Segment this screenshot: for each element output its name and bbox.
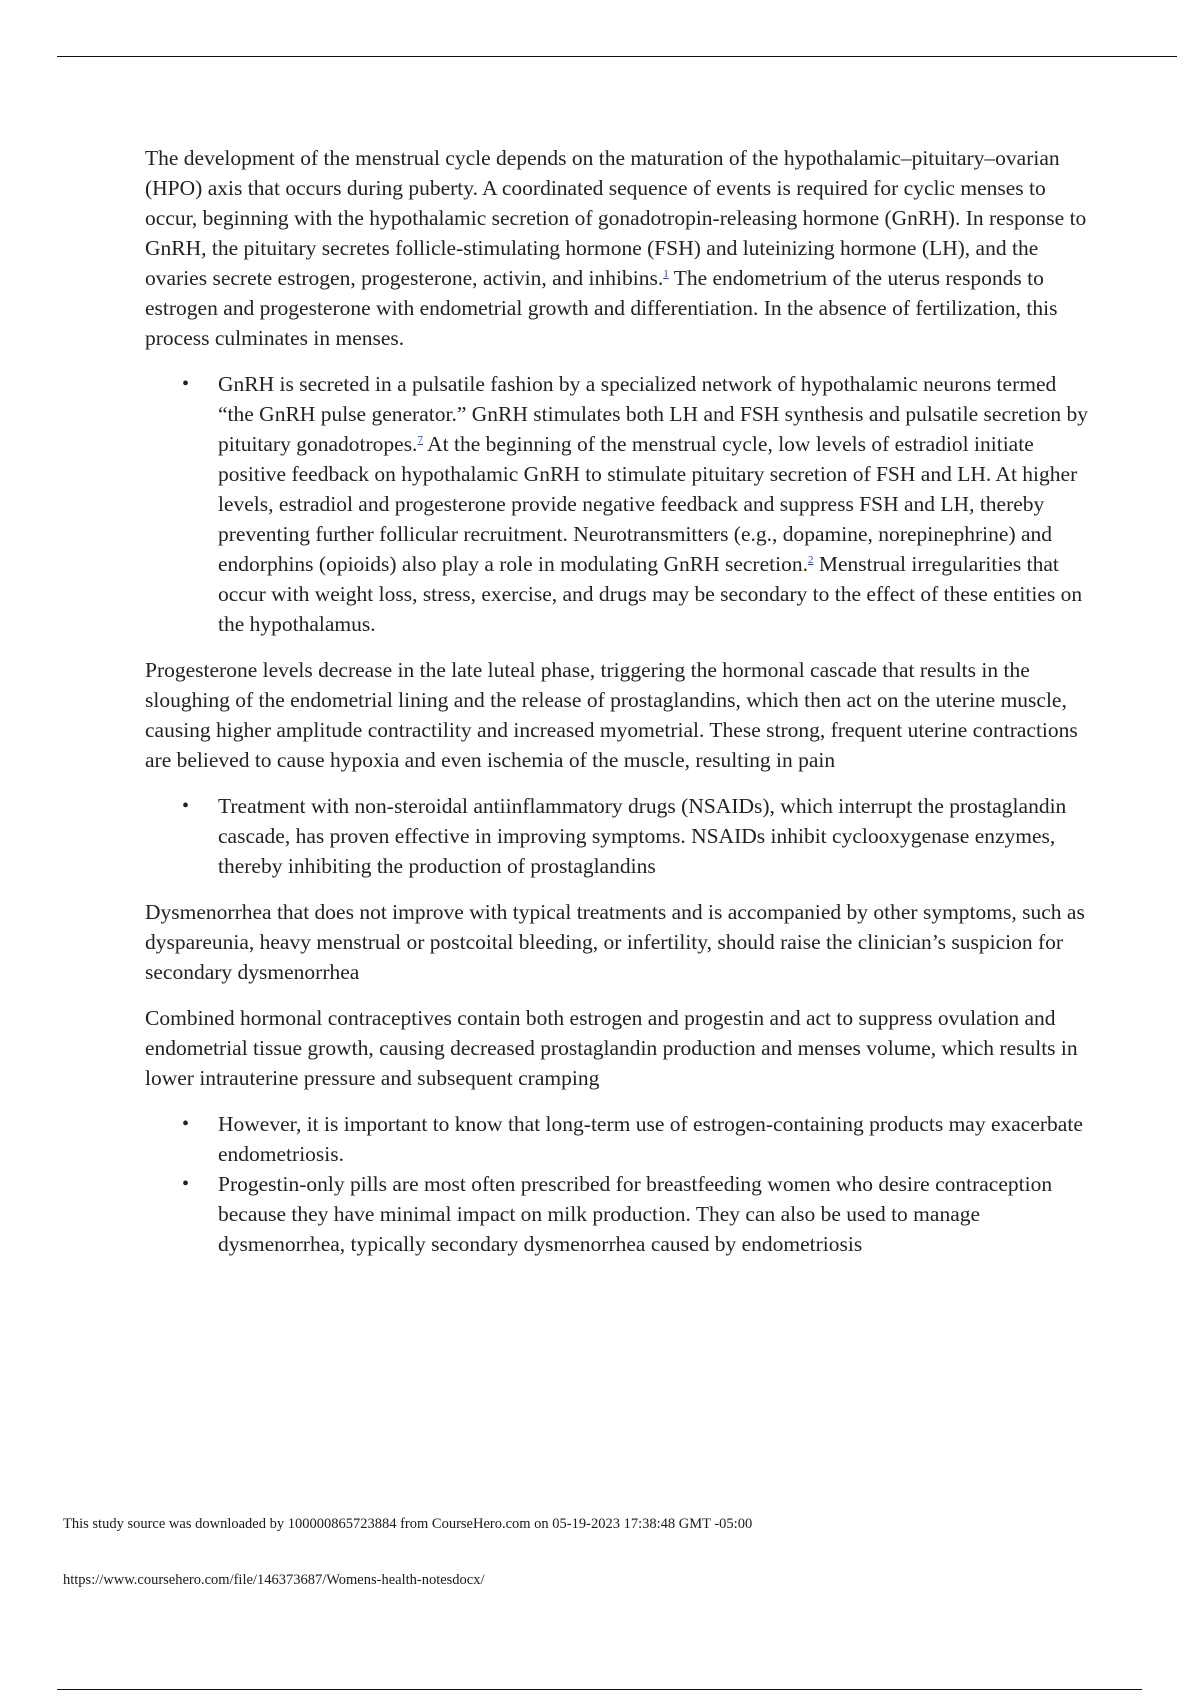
bullet-icon: • — [182, 1173, 190, 1195]
bullet-icon: • — [182, 795, 190, 817]
list-item-gnrh — [182, 369, 1095, 639]
gnrh-text-1: GnRH is secreted in a pulsatile fashion by a specialized network of hypothalamic neurons termed “the GnRH pulse generator.” GnRH stimulates both LH and FSH synthesis and pulsatile secretion by pituitary gonadotropes. — [218, 372, 1089, 456]
list-item-progestin — [182, 1169, 1095, 1259]
estrogen-note-text: However, it is important to know that long-term use of estrogen-containing products may exacerbate endometriosis. — [218, 1112, 1083, 1166]
download-source-notice: This study source was downloaded by 100000865723884 from CourseHero.com on 05-19-2023 17:38:48 GMT -05:00 — [63, 1516, 753, 1532]
contraceptives-paragraph: Combined hormonal contraceptives contain both estrogen and progestin and act to suppress ovulation and endometrial tissue growth, causing decreased prostaglandin production and menses volume, which results in lower intrauterine pressure and subsequent cramping — [145, 1006, 1078, 1090]
dysmenorrhea-paragraph: Dysmenorrhea that does not improve with typical treatments and is accompanied by other symptoms, such as dyspareunia, heavy menstrual or postcoital bleeding, or infertility, should raise the clinician’s suspicion for secondary dysmenorrhea — [145, 900, 1085, 984]
progesterone-paragraph: Progesterone levels decrease in the late luteal phase, triggering the hormonal cascade that results in the sloughing of the endometrial lining and the release of prostaglandins, which then act on the uterine muscle, causing higher amplitude contractility and increased myometrial. These strong, frequent uterine contractions are believed to cause hypoxia and even ischemia of the muscle, resulting in pain — [145, 658, 1078, 772]
intro-text-continued: The endometrium of the uterus responds to estrogen and progesterone with endometrial growth and differentiation. In the absence of fertilization, this process culminates in menses. — [145, 266, 1058, 350]
contraceptive-notes-list — [145, 1109, 1095, 1259]
bullet-icon: • — [182, 373, 190, 395]
nsaid-list — [145, 791, 1095, 881]
bullet-icon: • — [182, 1113, 190, 1135]
nsaid-text: Treatment with non-steroidal antiinflammatory drugs (NSAIDs), which interrupt the prostaglandin cascade, has proven effective in improving symptoms. NSAIDs inhibit cyclooxygenase enzymes, thereby inhibiting the production of prostaglandins — [218, 794, 1067, 878]
progestin-note-text: Progestin-only pills are most often prescribed for breastfeeding women who desire contraception because they have minimal impact on milk production. They can also be used to manage dysmenorrhea, typically secondary dysmenorrhea caused by endometriosis — [218, 1172, 1053, 1256]
source-url[interactable]: https://www.coursehero.com/file/146373687/Womens-health-notesdocx/ — [63, 1572, 485, 1588]
document-body — [145, 143, 1095, 1275]
footnote-ref-1[interactable]: 1 — [663, 267, 669, 280]
gnrh-list — [145, 369, 1095, 639]
footnote-ref-2[interactable]: 2 — [807, 553, 814, 566]
list-item-nsaid — [182, 791, 1095, 881]
gnrh-text-3: Menstrual irregularities that occur with weight loss, stress, exercise, and drugs may be secondary to the effect of these entities on the hypothalamus. — [218, 552, 1083, 636]
footer-rule — [57, 1689, 1142, 1690]
gnrh-text-2: At the beginning of the menstrual cycle, low levels of estradiol initiate positive feedback on hypothalamic GnRH to stimulate pituitary secretion of FSH and LH. At higher levels, estradiol and progesterone provide negative feedback and suppress FSH and LH, thereby preventing further follicular recruitment. Neurotransmitters (e.g., dopamine, norepinephrine) and endorphins (opioids) also play a role in modulating GnRH secretion. — [218, 432, 1078, 576]
intro-paragraph — [145, 143, 1095, 353]
intro-text: The development of the menstrual cycle depends on the maturation of the hypothalamic–pituitary–ovarian (HPO) axis that occurs during puberty. A coordinated sequence of events is required for cyclic menses to occur, beginning with the hypothalamic secretion of gonadotropin-releasing hormone (GnRH). In response to GnRH, the pituitary secretes follicle-stimulating hormone (FSH) and luteinizing hormone (LH), and the ovaries secrete estrogen, progesterone, activin, and inhibins. — [145, 146, 1087, 290]
header-rule — [57, 56, 1177, 57]
footnote-ref-7[interactable]: 7 — [417, 433, 423, 446]
list-item-estrogen — [182, 1109, 1095, 1169]
